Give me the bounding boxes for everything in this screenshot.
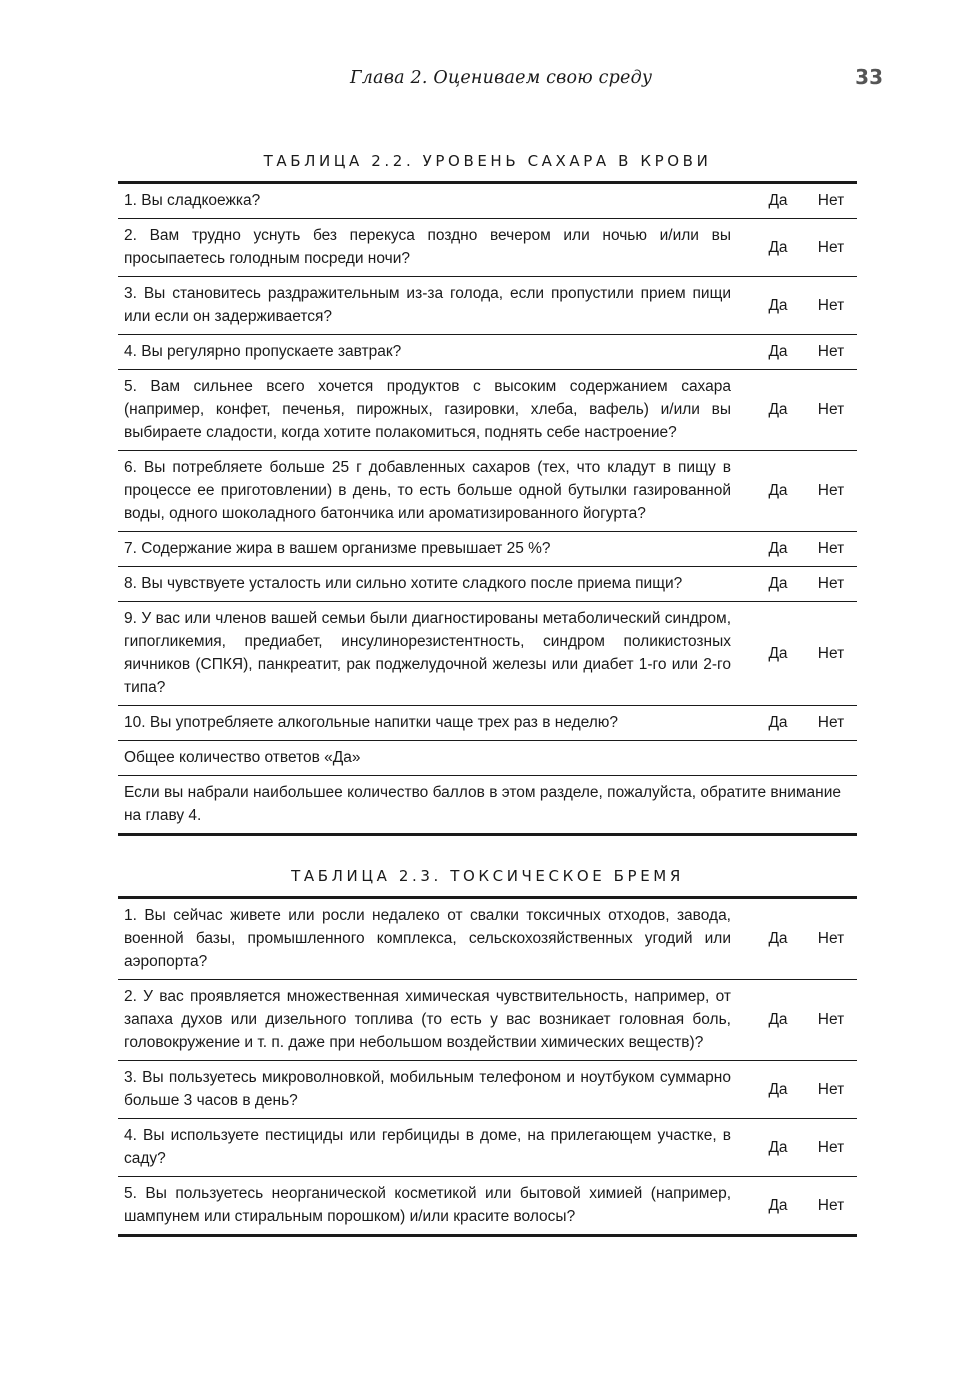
question-text: 1. Вы сладкоежка? [124,192,261,209]
question-text: 1. Вы сейчас живете или росли недалеко от свалки токсичных отходов, завода, военной базы, промышленного комплекса, сельскохозяйственных угодий или аэропорта? [124,907,731,970]
toxic-burden-table-block [118,865,857,1237]
table-row [118,898,857,980]
table-row [118,219,857,277]
answer-yes: Да [751,706,805,741]
question-text: 4. Вы используете пестициды или гербициды в доме, на прилегающем участке, в саду? [118,1119,751,1177]
question-text: 7. Содержание жира в вашем организме превышает 25 %? [118,532,751,567]
running-title: Глава 2. Оцениваем свою среду [350,68,653,88]
question-text: 4. Вы регулярно пропускаете завтрак? [118,335,751,370]
toxic-burden-table [118,896,857,1237]
answer-yes: Да [751,335,805,370]
answer-no: Нет [805,370,857,451]
page-header [0,65,974,96]
answer-yes: Да [751,277,805,335]
question-text: 2. У вас проявляется множественная химическая чувствительность, например, от запаха духов или дизельного топлива (то есть у вас возникает головная боль, головокружение и т. п. даже при небольшом воздействии химических веществ)? [118,980,751,1061]
table-row [118,335,857,370]
answer-no: Нет [805,567,857,602]
blood-sugar-table-block [118,150,857,836]
answer-no: Нет [805,1177,857,1236]
answer-yes: Да [751,1119,805,1177]
answer-yes: Да [751,567,805,602]
answer-no: Нет [805,335,857,370]
table-row [118,277,857,335]
answer-no: Нет [805,277,857,335]
blood-sugar-table [118,181,857,836]
table-title: ТАБЛИЦА 2.2. УРОВЕНЬ САХАРА В КРОВИ [263,152,712,170]
table-row [118,370,857,451]
table-row [118,451,857,532]
answer-no: Нет [805,451,857,532]
answer-yes: Да [751,980,805,1061]
answer-yes: Да [751,219,805,277]
answer-yes: Да [751,1061,805,1119]
table-title: ТАБЛИЦА 2.3. ТОКСИЧЕСКОЕ БРЕМЯ [291,867,684,885]
question-text: 10. Вы употребляете алкогольные напитки чаще трех раз в неделю? [118,706,751,741]
answer-no: Нет [805,219,857,277]
table-row [118,183,857,219]
question-text: 3. Вы пользуетесь микроволновкой, мобильным телефоном и ноутбуком суммарно больше 3 часов в день? [118,1061,751,1119]
answer-no: Нет [805,602,857,706]
answer-yes: Да [751,370,805,451]
page-number: 33 [855,65,883,89]
answer-no: Нет [817,930,845,947]
answer-yes: Да [751,1177,805,1236]
question-text: 2. Вам трудно уснуть без перекуса поздно вечером или ночью и/или вы просыпаетесь голодным посреди ночи? [118,219,751,277]
table-row [118,980,857,1061]
question-text: 5. Вы пользуетесь неорганической косметикой или бытовой химией (например, шампунем или стиральным порошком) и/или красите волосы? [118,1177,751,1236]
answer-yes: Да [768,192,788,209]
table-row [118,706,857,741]
question-text: 3. Вы становитесь раздражительным из-за голода, если пропустили прием пищи или если он задерживается? [118,277,751,335]
question-text: 6. Вы потребляете больше 25 г добавленных сахаров (тех, что кладут в пищу в процессе ее приготовлении) в день, то есть больше одной бутылки газированной воды, одного шоколадного батончика или ароматизированного йогурта? [118,451,751,532]
answer-no: Нет [805,1119,857,1177]
answer-no: Нет [805,980,857,1061]
table-row [118,1061,857,1119]
table-row [118,1177,857,1236]
table-row [118,532,857,567]
total-row [118,741,857,776]
answer-no: Нет [805,706,857,741]
table-note: Если вы набрали наибольшее количество баллов в этом разделе, пожалуйста, обратите внимание на главу 4. [118,776,857,835]
question-text: 8. Вы чувствуете усталость или сильно хотите сладкого после приема пищи? [118,567,751,602]
table-row [118,1119,857,1177]
question-text: 9. У вас или членов вашей семьи были диагностированы метаболический синдром, гипогликемия, предиабет, инсулинорезистентность, синдром поликистозных яичников (СПКЯ), панкреатит, рак поджелудочной железы или диабет 1-го или 2-го типа? [118,602,751,706]
total-label: Общее количество ответов «Да» [118,741,857,776]
answer-yes: Да [768,930,788,947]
answer-yes: Да [751,532,805,567]
table-row [118,567,857,602]
answer-yes: Да [751,451,805,532]
question-text: 5. Вам сильнее всего хочется продуктов с высоким содержанием сахара (например, конфет, печенья, пирожных, газировки, хлеба, вафель) и/или вы выбираете сладости, когда хотите полакомиться, поднять себе настроение? [118,370,751,451]
table-row [118,602,857,706]
answer-no: Нет [817,192,845,209]
answer-yes: Да [751,602,805,706]
answer-no: Нет [805,1061,857,1119]
note-row [118,776,857,835]
answer-no: Нет [805,532,857,567]
